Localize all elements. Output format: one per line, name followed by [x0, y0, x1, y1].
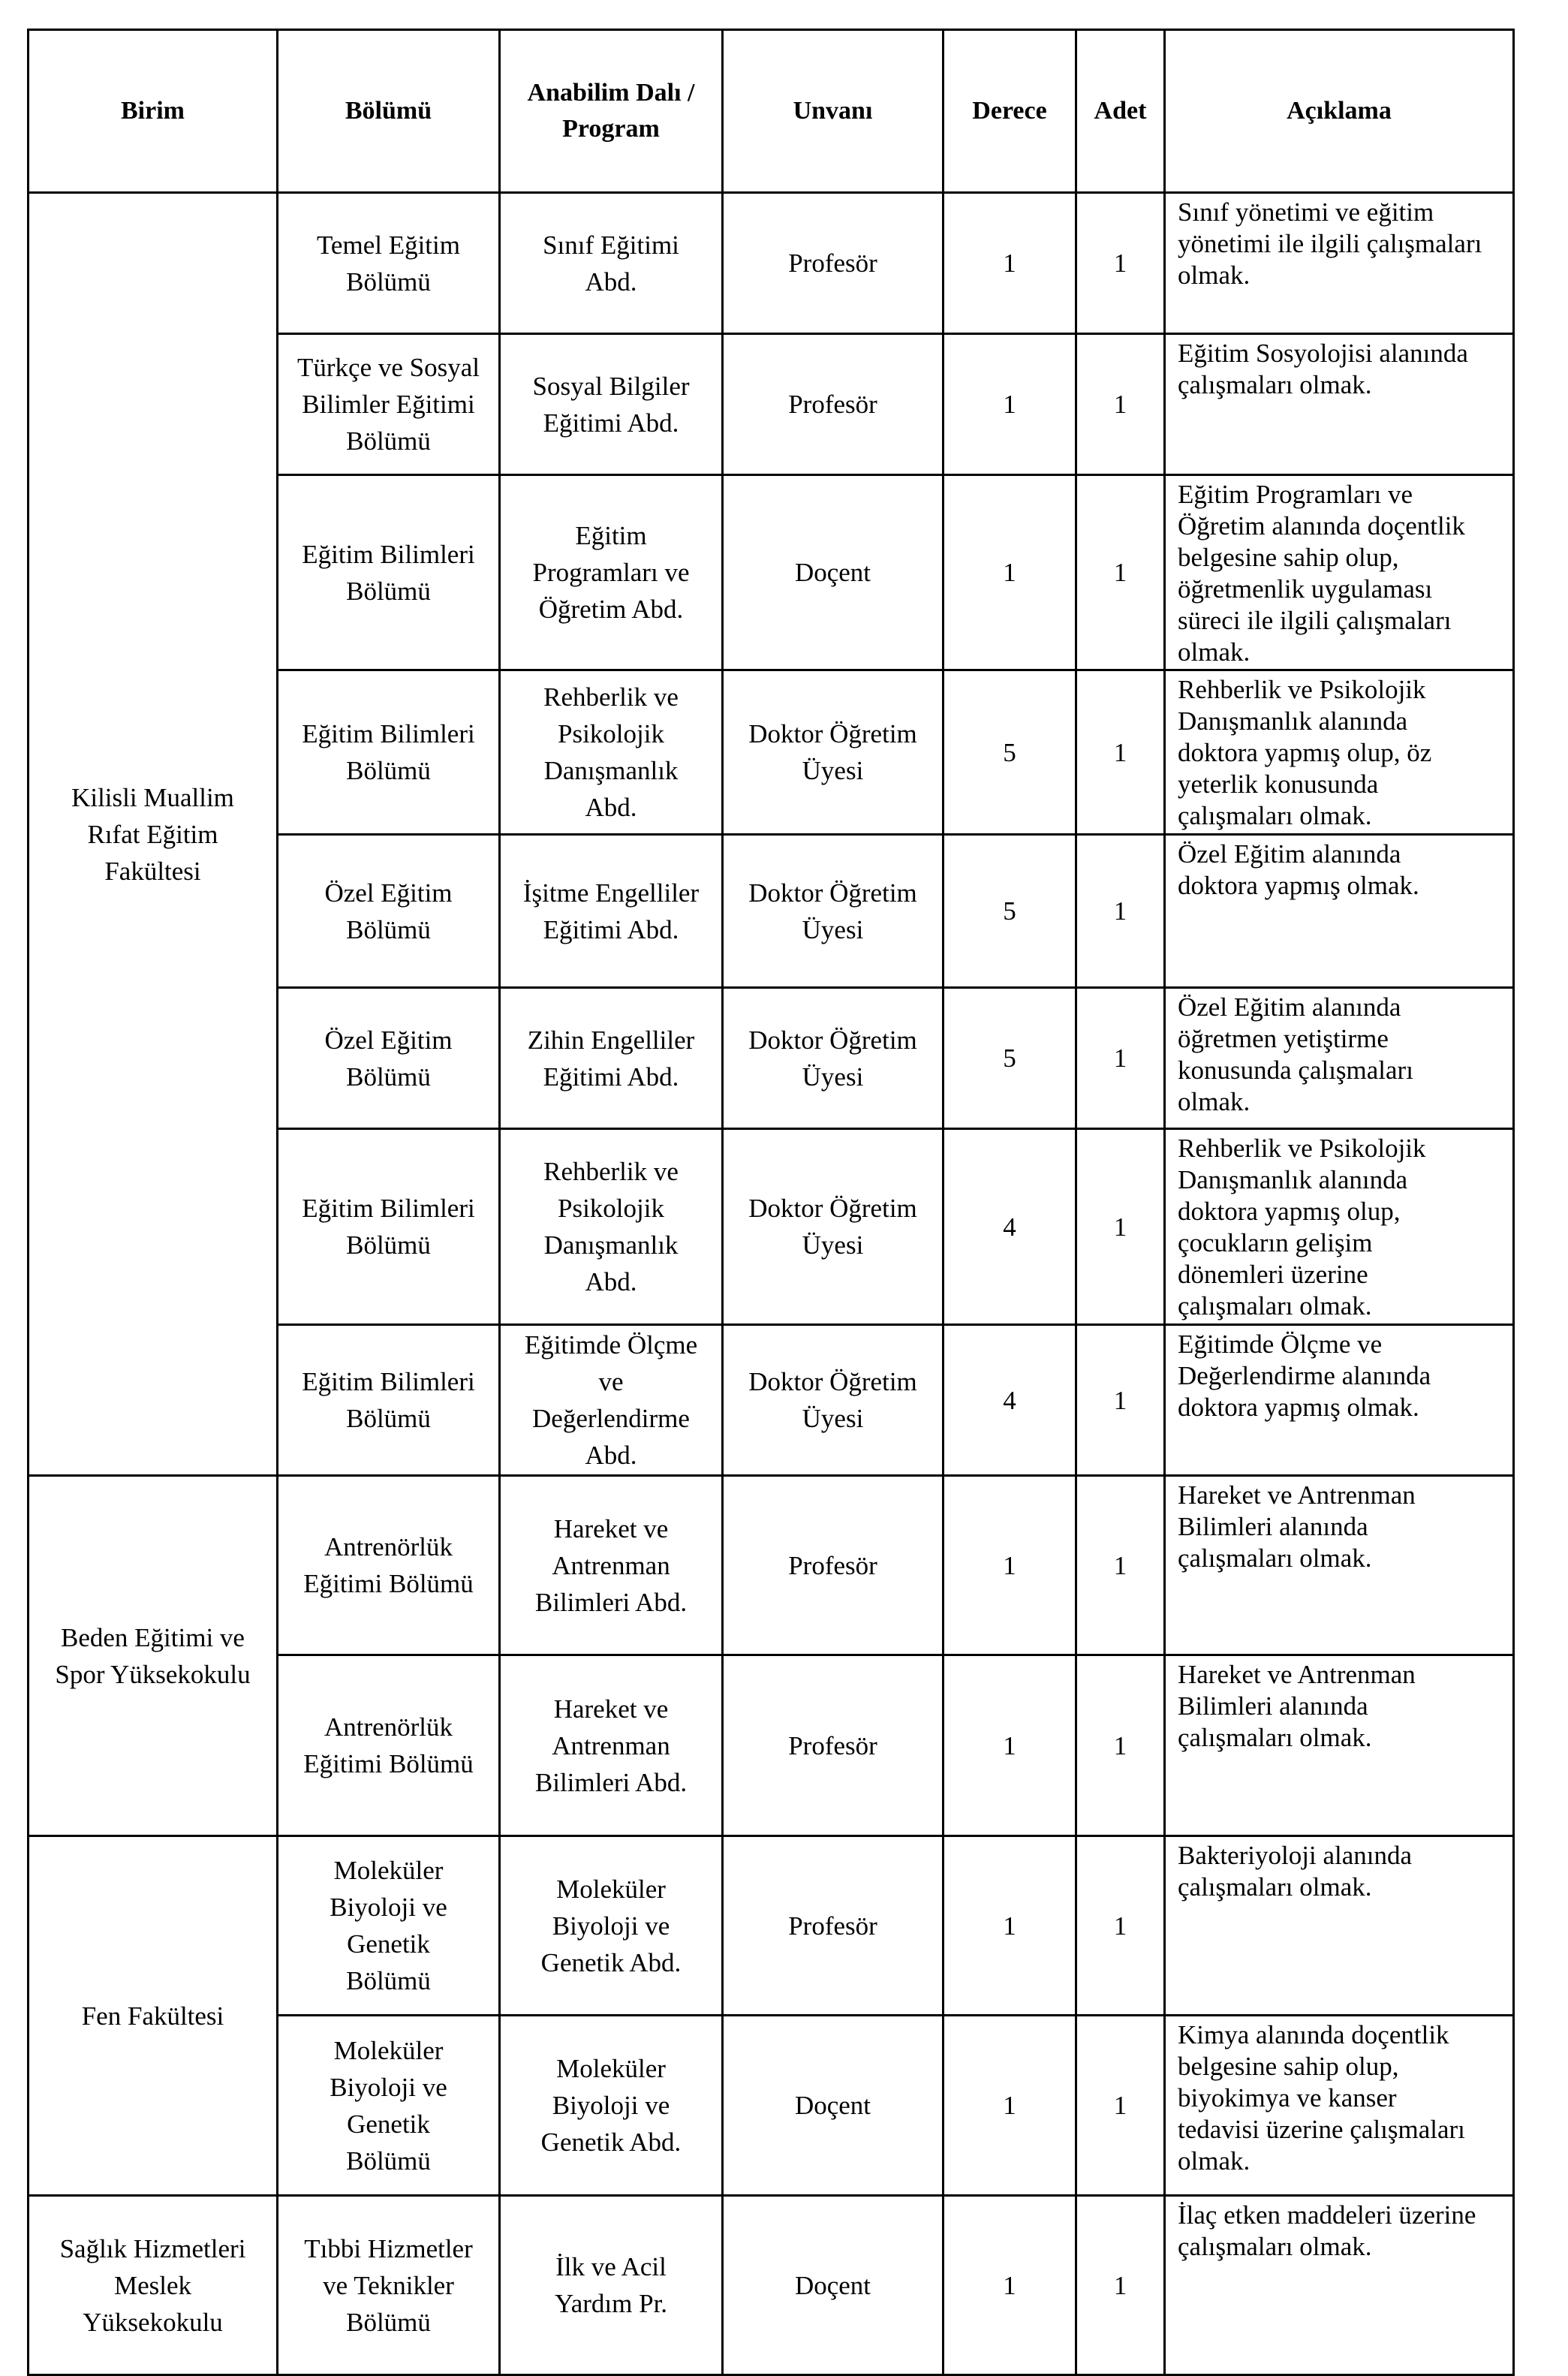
birim-cell: [27, 1835, 276, 2194]
derece-cell: [942, 474, 1075, 669]
anabilim-cell-text: Sınıf Eğitimi Abd.: [543, 230, 679, 297]
adet-cell-text: 1: [1113, 390, 1127, 419]
aciklama-cell: [1163, 1128, 1515, 1324]
unvani-cell: [721, 833, 942, 986]
adet-cell-text: 1: [1113, 248, 1127, 278]
anabilim-cell: [498, 2014, 721, 2194]
aciklama-cell: [1163, 1654, 1515, 1835]
anabilim-cell-text: İşitme Engelliler Eğitimi Abd.: [522, 878, 700, 944]
header-derece-text: Derece: [972, 97, 1047, 125]
header-anabilim: [498, 29, 721, 191]
anabilim-cell-text: Rehberlik ve Psikolojik Danışmanlık Abd.: [543, 1157, 679, 1296]
derece-cell-text: 1: [1003, 558, 1016, 587]
aciklama-cell-text: Hareket ve Antrenman Bilimleri alanında çalışmaları olmak.: [1178, 1660, 1416, 1752]
derece-cell-text: 1: [1003, 1911, 1016, 1941]
adet-cell-text: 1: [1113, 737, 1127, 767]
bolumu-cell: [276, 2014, 498, 2194]
unvani-cell: [721, 2194, 942, 2376]
derece-cell-text: 4: [1003, 1212, 1016, 1242]
unvani-cell: [721, 2014, 942, 2194]
header-derece: [942, 29, 1075, 191]
aciklama-cell: [1163, 474, 1515, 669]
derece-cell-text: 5: [1003, 1043, 1016, 1073]
derece-cell-text: 5: [1003, 896, 1016, 926]
derece-cell: [942, 2014, 1075, 2194]
adet-cell: [1075, 333, 1163, 474]
derece-cell: [942, 986, 1075, 1128]
aciklama-cell-text: Eğitimde Ölçme ve Değerlendirme alanında doktora yapmış olmak.: [1178, 1330, 1431, 1422]
aciklama-cell: [1163, 669, 1515, 833]
adet-cell-text: 1: [1113, 1385, 1127, 1415]
adet-cell-text: 1: [1113, 1911, 1127, 1941]
unvani-cell: [721, 1835, 942, 2014]
adet-cell-text: 1: [1113, 1550, 1127, 1580]
adet-cell: [1075, 474, 1163, 669]
unvani-cell: [721, 333, 942, 474]
bolumu-cell-text: Temel Eğitim Bölümü: [317, 230, 460, 297]
bolumu-cell-text: Türkçe ve Sosyal Bilimler Eğitimi Bölümü: [297, 353, 480, 456]
anabilim-cell-text: Hareket ve Antrenman Bilimleri Abd.: [534, 1694, 688, 1797]
bolumu-cell: [276, 833, 498, 986]
bolumu-cell: [276, 2194, 498, 2376]
adet-cell: [1075, 986, 1163, 1128]
adet-cell-text: 1: [1113, 2091, 1127, 2120]
bolumu-cell: [276, 191, 498, 333]
derece-cell-text: 1: [1003, 2270, 1016, 2300]
birim-cell-text: Kilisli Muallim Rıfat Eğitim Fakültesi: [71, 782, 234, 886]
derece-cell-text: 1: [1003, 1730, 1016, 1760]
derece-cell-text: 5: [1003, 737, 1016, 767]
aciklama-cell-text: Rehberlik ve Psikolojik Danışmanlık alanında doktora yapmış olup, çocukların gelişim dönemleri üzerine çalışmaları olmak.: [1178, 1134, 1426, 1321]
unvani-cell-text: Profesör: [788, 390, 877, 419]
adet-cell: [1075, 1128, 1163, 1324]
header-adet-text: Adet: [1094, 97, 1147, 125]
anabilim-cell-text: Eğitim Programları ve Öğretim Abd.: [532, 521, 690, 624]
derece-cell-text: 1: [1003, 2091, 1016, 2120]
aciklama-cell: [1163, 833, 1515, 986]
unvani-cell: [721, 191, 942, 333]
adet-cell: [1075, 1654, 1163, 1835]
adet-cell: [1075, 2194, 1163, 2376]
aciklama-cell-text: Özel Eğitim alanında doktora yapmış olmak.: [1178, 839, 1419, 900]
bolumu-cell-text: Özel Eğitim Bölümü: [324, 878, 453, 944]
adet-cell: [1075, 1324, 1163, 1474]
header-anabilim-text: Anabilim Dalı / Program: [527, 79, 695, 143]
anabilim-cell-text: Eğitimde Ölçme ve Değerlendirme Abd.: [524, 1330, 698, 1470]
aciklama-cell-text: Eğitim Sosyolojisi alanında çalışmaları olmak.: [1178, 339, 1468, 399]
aciklama-cell-text: Hareket ve Antrenman Bilimleri alanında çalışmaları olmak.: [1178, 1480, 1416, 1573]
derece-cell: [942, 333, 1075, 474]
bolumu-cell-text: Moleküler Biyoloji ve Genetik Bölümü: [330, 1856, 447, 1995]
bolumu-cell: [276, 669, 498, 833]
bolumu-cell-text: Moleküler Biyoloji ve Genetik Bölümü: [330, 2035, 447, 2176]
anabilim-cell-text: Rehberlik ve Psikolojik Danışmanlık Abd.: [543, 682, 679, 822]
unvani-cell-text: Profesör: [788, 1911, 877, 1941]
anabilim-cell: [498, 191, 721, 333]
anabilim-cell: [498, 986, 721, 1128]
adet-cell: [1075, 1835, 1163, 2014]
anabilim-cell-text: Moleküler Biyoloji ve Genetik Abd.: [540, 2054, 682, 2157]
adet-cell: [1075, 833, 1163, 986]
unvani-cell-text: Profesör: [788, 248, 877, 278]
header-aciklama-text: Açıklama: [1287, 97, 1392, 125]
anabilim-cell: [498, 669, 721, 833]
bolumu-cell: [276, 986, 498, 1128]
adet-cell-text: 1: [1113, 1043, 1127, 1073]
bolumu-cell: [276, 474, 498, 669]
bolumu-cell-text: Eğitim Bilimleri Bölümü: [302, 719, 475, 785]
anabilim-cell: [498, 1324, 721, 1474]
anabilim-cell: [498, 1128, 721, 1324]
unvani-cell: [721, 1474, 942, 1654]
unvani-cell: [721, 669, 942, 833]
anabilim-cell-text: Moleküler Biyoloji ve Genetik Abd.: [540, 1874, 682, 1977]
aciklama-cell: [1163, 2194, 1515, 2376]
header-aciklama: [1163, 29, 1515, 191]
bolumu-cell-text: Eğitim Bilimleri Bölümü: [302, 539, 475, 606]
header-birim-text: Birim: [121, 97, 185, 125]
bolumu-cell-text: Tıbbi Hizmetler ve Teknikler Bölümü: [304, 2233, 473, 2337]
derece-cell: [942, 669, 1075, 833]
aciklama-cell: [1163, 191, 1515, 333]
anabilim-cell: [498, 1835, 721, 2014]
unvani-cell: [721, 1324, 942, 1474]
bolumu-cell-text: Antrenörlük Eğitimi Bölümü: [303, 1532, 474, 1598]
anabilim-cell: [498, 833, 721, 986]
anabilim-cell: [498, 2194, 721, 2376]
adet-cell-text: 1: [1113, 1730, 1127, 1760]
birim-cell: [27, 2194, 276, 2376]
aciklama-cell: [1163, 1474, 1515, 1654]
header-birim: [27, 29, 276, 191]
anabilim-cell-text: İlk ve Acil Yardım Pr.: [554, 2252, 668, 2318]
unvani-cell: [721, 986, 942, 1128]
derece-cell: [942, 2194, 1075, 2376]
adet-cell-text: 1: [1113, 896, 1127, 926]
anabilim-cell: [498, 1474, 721, 1654]
aciklama-cell-text: Bakteriyoloji alanında çalışmaları olmak.: [1178, 1841, 1412, 1902]
unvani-cell-text: Profesör: [788, 1550, 877, 1580]
bolumu-cell-text: Özel Eğitim Bölümü: [324, 1025, 453, 1092]
unvani-cell-text: Doçent: [794, 2091, 871, 2120]
derece-cell: [942, 1324, 1075, 1474]
aciklama-cell: [1163, 2014, 1515, 2194]
header-unvani: [721, 29, 942, 191]
birim-cell: [27, 1474, 276, 1835]
derece-cell: [942, 1128, 1075, 1324]
unvani-cell: [721, 1128, 942, 1324]
bolumu-cell: [276, 1324, 498, 1474]
bolumu-cell: [276, 1835, 498, 2014]
unvani-cell-text: Doçent: [794, 2270, 871, 2300]
adet-cell: [1075, 2014, 1163, 2194]
unvani-cell-text: Doktor Öğretim Üyesi: [748, 878, 917, 944]
aciklama-cell: [1163, 986, 1515, 1128]
anabilim-cell-text: Hareket ve Antrenman Bilimleri Abd.: [534, 1513, 688, 1617]
derece-cell: [942, 1835, 1075, 2014]
birim-cell-text: Beden Eğitimi ve Spor Yüksekokulu: [55, 1622, 251, 1689]
derece-cell: [942, 1474, 1075, 1654]
aciklama-cell-text: Sınıf yönetimi ve eğitim yönetimi ile ilgili çalışmaları olmak.: [1178, 197, 1482, 290]
unvani-cell-text: Doktor Öğretim Üyesi: [748, 1367, 917, 1433]
adet-cell-text: 1: [1113, 558, 1127, 587]
adet-cell-text: 1: [1113, 2270, 1127, 2300]
birim-cell-text: Sağlık Hizmetleri Meslek Yüksekokulu: [59, 2233, 246, 2337]
aciklama-cell: [1163, 1324, 1515, 1474]
derece-cell-text: 1: [1003, 1550, 1016, 1580]
birim-cell: [27, 191, 276, 1474]
bolumu-cell: [276, 1474, 498, 1654]
aciklama-cell-text: Kimya alanında doçentlik belgesine sahip olup, biyokimya ve kanser tedavisi üzerine çalışmaları olmak.: [1178, 2020, 1465, 2176]
adet-cell-text: 1: [1113, 1212, 1127, 1242]
unvani-cell-text: Doktor Öğretim Üyesi: [748, 719, 917, 785]
adet-cell: [1075, 669, 1163, 833]
adet-cell: [1075, 191, 1163, 333]
anabilim-cell-text: Sosyal Bilgiler Eğitimi Abd.: [532, 371, 690, 438]
header-unvani-text: Unvanı: [793, 97, 873, 125]
adet-cell: [1075, 1474, 1163, 1654]
header-adet: [1075, 29, 1163, 191]
derece-cell-text: 4: [1003, 1385, 1016, 1415]
aciklama-cell-text: Rehberlik ve Psikolojik Danışmanlık alanında doktora yapmış olup, öz yeterlik konusunda çalışmaları olmak.: [1178, 675, 1432, 830]
unvani-cell-text: Doktor Öğretim Üyesi: [748, 1025, 917, 1092]
header-bolumu-text: Bölümü: [345, 97, 432, 125]
aciklama-cell: [1163, 333, 1515, 474]
aciklama-cell: [1163, 1835, 1515, 2014]
unvani-cell-text: Profesör: [788, 1730, 877, 1760]
aciklama-cell-text: Özel Eğitim alanında öğretmen yetiştirme konusunda çalışmaları olmak.: [1178, 992, 1413, 1116]
anabilim-cell: [498, 333, 721, 474]
bolumu-cell-text: Antrenörlük Eğitimi Bölümü: [303, 1712, 474, 1778]
bolumu-cell: [276, 1128, 498, 1324]
unvani-cell-text: Doktor Öğretim Üyesi: [748, 1194, 917, 1260]
unvani-cell-text: Doçent: [794, 558, 871, 587]
header-bolumu: [276, 29, 498, 191]
bolumu-cell: [276, 333, 498, 474]
birim-cell-text: Fen Fakültesi: [81, 2001, 224, 2031]
unvani-cell: [721, 474, 942, 669]
anabilim-cell: [498, 1654, 721, 1835]
anabilim-cell-text: Zihin Engelliler Eğitimi Abd.: [527, 1025, 695, 1092]
anabilim-cell: [498, 474, 721, 669]
bolumu-cell-text: Eğitim Bilimleri Bölümü: [302, 1367, 475, 1433]
derece-cell-text: 1: [1003, 248, 1016, 278]
derece-cell: [942, 833, 1075, 986]
bolumu-cell-text: Eğitim Bilimleri Bölümü: [302, 1194, 475, 1260]
bolumu-cell: [276, 1654, 498, 1835]
aciklama-cell-text: İlaç etken maddeleri üzerine çalışmaları olmak.: [1178, 2200, 1476, 2261]
aciklama-cell-text: Eğitim Programları ve Öğretim alanında doçentlik belgesine sahip olup, öğretmenlik uygulaması süreci ile ilgili çalışmaları olmak.: [1178, 480, 1465, 667]
derece-cell: [942, 191, 1075, 333]
unvani-cell: [721, 1654, 942, 1835]
derece-cell-text: 1: [1003, 390, 1016, 419]
derece-cell: [942, 1654, 1075, 1835]
